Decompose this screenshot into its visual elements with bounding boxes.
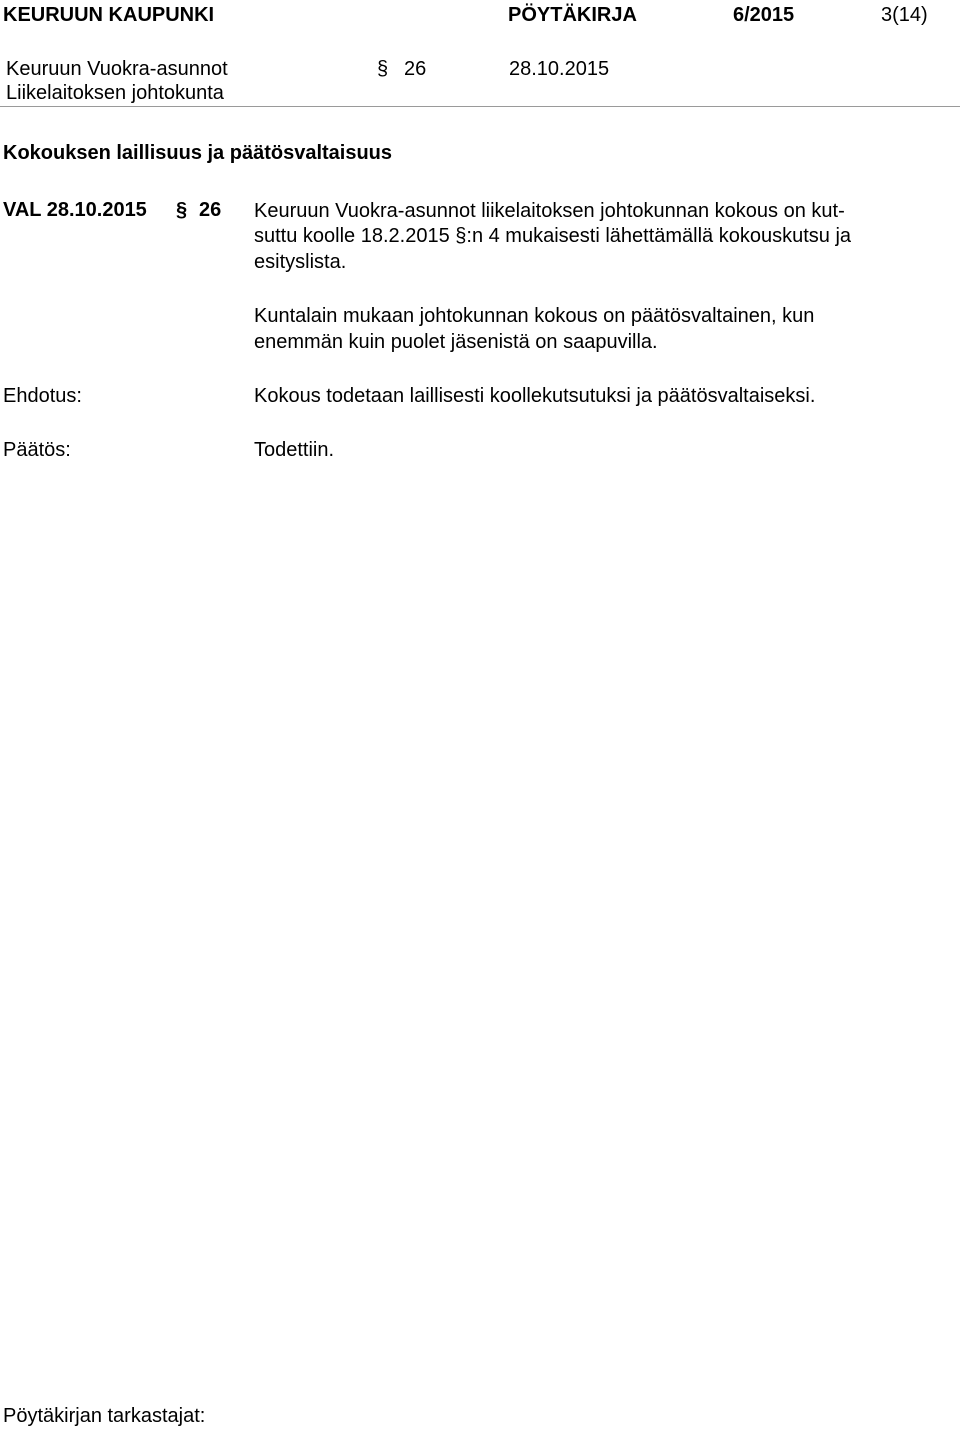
document-number: 6/2015 <box>733 4 795 26</box>
reference-section-number: 26 <box>199 199 222 221</box>
meeting-date: 28.10.2015 <box>509 58 610 80</box>
paragraph-1-line-2 <box>254 223 851 249</box>
document-type: PÖYTÄKIRJA <box>508 4 637 26</box>
section-sign: § <box>377 58 389 80</box>
body-name-2: Liikelaitoksen johtokunta <box>6 82 224 104</box>
decision-label: Päätös: <box>3 439 71 461</box>
paragraph-1-line-1: Keuruun Vuokra-asunnot liikelaitoksen johtokunnan kokous on kut- <box>254 200 845 222</box>
section-number: 26 <box>404 58 427 80</box>
header-divider <box>0 106 960 107</box>
paragraph-1-line-2-a: suttu koolle 18.2.2015 <box>254 225 450 247</box>
paragraph-1-line-3: esityslista. <box>254 251 347 273</box>
org-name: KEURUUN KAUPUNKI <box>3 4 215 26</box>
proposal-text: Kokous todetaan laillisesti koollekutsutuksi ja päätösvaltaiseksi. <box>254 385 816 407</box>
paragraph-2-line-2: enemmän kuin puolet jäsenistä on saapuvilla. <box>254 331 658 353</box>
proposal-label: Ehdotus: <box>3 385 82 407</box>
item-title: Kokouksen laillisuus ja päätösvaltaisuus <box>3 142 393 164</box>
reviewers-label: Pöytäkirjan tarkastajat: <box>3 1405 206 1427</box>
body-name: Keuruun Vuokra-asunnot <box>6 58 228 80</box>
page-number: 3(14) <box>881 4 928 26</box>
paragraph-1-section-sign: § <box>455 225 467 247</box>
item-reference: VAL 28.10.2015 <box>3 199 147 221</box>
paragraph-1-line-2-b: :n 4 mukaisesti lähettämällä kokouskutsu ja <box>466 225 852 247</box>
decision-text: Todettiin. <box>254 439 335 461</box>
paragraph-2-line-1: Kuntalain mukaan johtokunnan kokous on päätösvaltainen, kun <box>254 305 815 327</box>
reference-section-sign: § <box>176 199 188 221</box>
